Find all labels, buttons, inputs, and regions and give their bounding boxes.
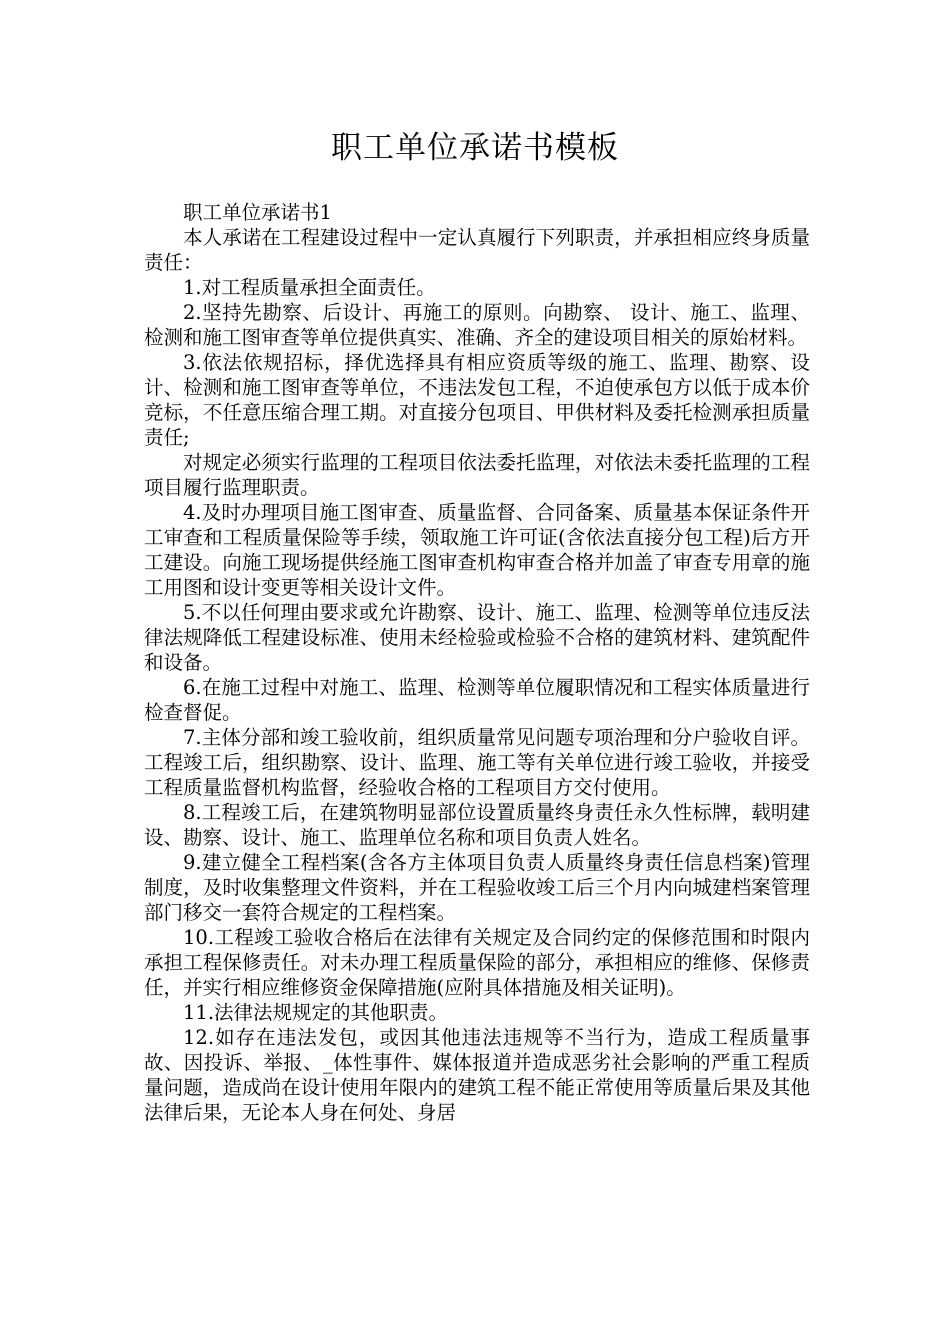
paragraph-item-5: 5.不以任何理由要求或允许勘察、设计、施工、监理、检测等单位违反法律法规降低工程建设标准、使用未经检验或检验不合格的建筑材料、建筑配件和设备。 <box>144 601 810 674</box>
paragraph-item-9: 9.建立健全工程档案(含各方主体项目负责人质量终身责任信息档案)管理制度，及时收集整理文件资料，并在工程验收竣工后三个月内向城建档案管理部门移交一套符合规定的工程档案。 <box>144 851 810 924</box>
paragraph-intro: 本人承诺在工程建设过程中一定认真履行下列职责，并承担相应终身质量责任： <box>144 226 810 274</box>
paragraph-item-3-supplement: 对规定必须实行监理的工程项目依法委托监理，对依法未委托监理的工程项目履行监理职责。 <box>144 451 810 499</box>
paragraph-item-3: 3.依法依规招标，择优选择具有相应资质等级的施工、监理、勘察、设计、检测和施工图审查等单位，不违法发包工程，不迫使承包方以低于成本价竞标，不任意压缩合理工期。对直接分包项目、甲供材料及委托检测承担质量责任; <box>144 351 810 449</box>
paragraph-item-12: 12.如存在违法发包，或因其他违法违规等不当行为，造成工程质量事故、因投诉、举报、_体性事件、媒体报道并造成恶劣社会影响的严重工程质量问题，造成尚在设计使用年限内的建筑工程不能正常使用等质量后果及其他法律后果，无论本人身在何处、身居 <box>144 1026 810 1124</box>
paragraph-item-8: 8.工程竣工后，在建筑物明显部位设置质量终身责任永久性标牌，载明建设、勘察、设计、施工、监理单位名称和项目负责人姓名。 <box>144 801 810 849</box>
paragraph-item-10: 10.工程竣工验收合格后在法律有关规定及合同约定的保修范围和时限内承担工程保修责任。对未办理工程质量保险的部分，承担相应的维修、保修责任，并实行相应维修资金保障措施(应附具体措施及相关证明)。 <box>144 926 810 999</box>
paragraph-item-2: 2.坚持先勘察、后设计、再施工的原则。向勘察、 设计、施工、监理、检测和施工图审查等单位提供真实、准确、齐全的建设项目相关的原始材料。 <box>144 301 810 349</box>
paragraph-subtitle: 职工单位承诺书1 <box>183 201 332 224</box>
paragraph-item-1: 1.对工程质量承担全面责任。 <box>183 276 436 299</box>
document-title: 职工单位承诺书模板 <box>331 130 619 166</box>
document-body <box>144 200 810 1125</box>
paragraph-item-11: 11.法律法规规定的其他职责。 <box>183 1001 449 1024</box>
paragraph-item-6: 6.在施工过程中对施工、监理、检测等单位履职情况和工程实体质量进行检查督促。 <box>144 676 810 724</box>
paragraph-item-7: 7.主体分部和竣工验收前，组织质量常见问题专项治理和分户验收自评。工程竣工后，组织勘察、设计、监理、施工等有关单位进行竣工验收，并接受工程质量监督机构监督，经验收合格的工程项目方交付使用。 <box>144 726 810 799</box>
paragraph-item-4: 4.及时办理项目施工图审查、质量监督、合同备案、质量基本保证条件开工审查和工程质量保险等手续，领取施工许可证(含依法直接分包工程)后方开工建设。向施工现场提供经施工图审查机构审查合格并加盖了审查专用章的施工用图和设计变更等相关设计文件。 <box>144 501 810 599</box>
